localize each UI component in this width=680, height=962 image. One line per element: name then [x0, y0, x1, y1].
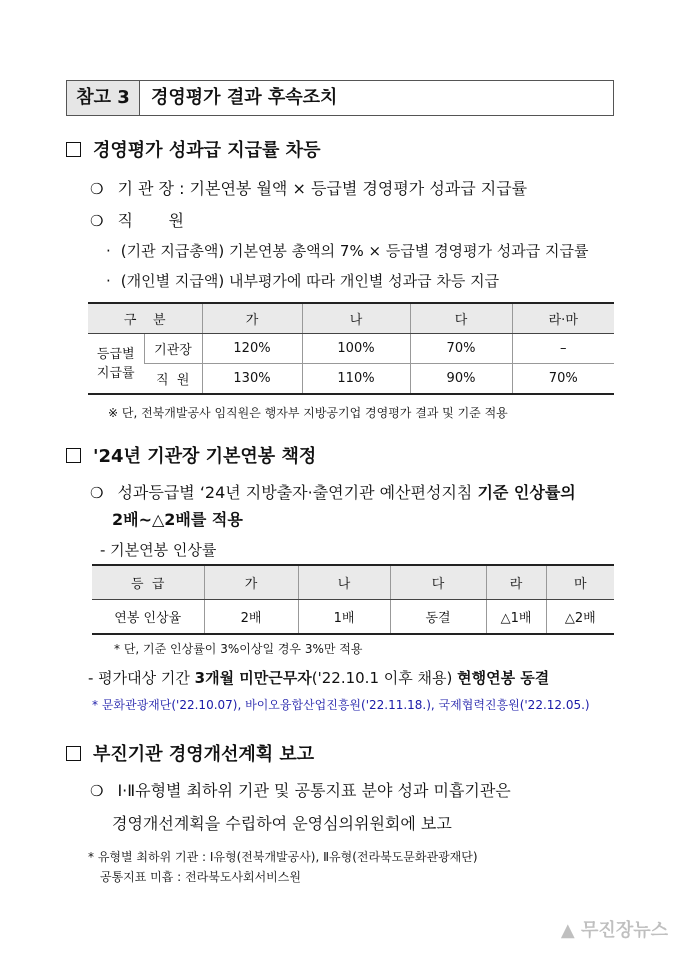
section3-note2: 공통지표 미흡 : 전라북도사회서비스원 [100, 870, 301, 884]
table-cell: 90% [410, 364, 512, 395]
table-header-cell: 등 급 [92, 565, 204, 600]
table-cell: 100% [302, 334, 410, 364]
dot-bullet-icon: · [106, 242, 111, 260]
section1-bullet2 [90, 208, 184, 231]
checkbox-square-icon [66, 142, 81, 157]
table-cell: △2배 [546, 600, 614, 635]
table-header-cell: 나 [302, 303, 410, 334]
table-header-cell: 나 [298, 565, 390, 600]
frozen-line-c: ('22.10.1 이후 채용) [311, 669, 458, 687]
mountain-logo-icon: ▲ [560, 920, 575, 941]
checkbox-square-icon [66, 448, 81, 463]
table-cell: 130% [202, 364, 302, 395]
table-cell: 70% [410, 334, 512, 364]
table-header-cell: 다 [390, 565, 486, 600]
frozen-line-a: - 평가대상 기간 [88, 669, 195, 687]
table-header-cell: 라·마 [512, 303, 614, 334]
table-header-row [88, 303, 614, 334]
section3-title: 부진기관 경영개선계획 보고 [93, 744, 315, 765]
section2-bullet1-bold: 기준 인상률의 [477, 483, 576, 502]
section2-heading [66, 442, 316, 468]
section2-blue-note: * 문화관광재단('22.10.07), 바이오융합산업진흥원('22.11.18.), 국제협력진흥원('22.12.05.) [92, 698, 590, 712]
circle-bullet-icon: ❍ [90, 212, 104, 230]
table-cell: 1배 [298, 600, 390, 635]
section1-detail2-text: (개인별 지급액) 내부평가에 따라 개인별 성과급 차등 지급 [120, 272, 500, 290]
table-row-label: 연봉 인상율 [114, 611, 182, 626]
circle-bullet-icon: ❍ [90, 484, 104, 502]
table-header-cell: 마 [546, 565, 614, 600]
reference-tag: 참고 3 [67, 81, 140, 115]
table-row-label: 기관장 [144, 334, 202, 364]
table-header-cell: 가 [202, 303, 302, 334]
table-cell: 120% [202, 334, 302, 364]
table-header-cell: 가 [204, 565, 298, 600]
frozen-line-d: 현행연봉 동결 [457, 669, 550, 687]
table-header-row [92, 565, 614, 600]
section2-frozen-line [88, 667, 549, 688]
watermark-text: 무진장뉴스 [581, 920, 668, 941]
salary-increase-table [92, 564, 614, 635]
table-row-label: 직 원 [144, 364, 202, 395]
section3-bullet1-cont: 경영개선계획을 수립하여 운영심의위원회에 보고 [112, 814, 452, 833]
table-row [88, 334, 614, 364]
section3-heading [66, 740, 314, 766]
section3-note1: * 유형별 최하위 기관 : Ⅰ유형(전북개발공사), Ⅱ유형(전라북도문화관광재단) [88, 850, 478, 864]
table-header-cell: 라 [486, 565, 546, 600]
section2-title: '24년 기관장 기본연봉 책정 [93, 446, 317, 467]
section1-detail2 [106, 270, 499, 291]
table-header-cell: 다 [410, 303, 512, 334]
table-cell: 동결 [390, 600, 486, 635]
frozen-line-b: 3개월 미만근무자 [194, 669, 312, 687]
table-header-cell: 구 분 [88, 303, 202, 334]
table-cell: – [512, 334, 614, 364]
section2-subtitle: - 기본연봉 인상률 [100, 541, 217, 559]
section2-bullet1-cont: 2배~△2배를 적용 [112, 510, 243, 529]
watermark [561, 916, 668, 942]
performance-bonus-table [88, 302, 614, 395]
section1-bullet1-text: 기 관 장 : 기본연봉 월액 × 등급별 경영평가 성과급 지급률 [117, 179, 528, 198]
section1-title: 경영평가 성과급 지급률 차등 [93, 140, 321, 161]
circle-bullet-icon: ❍ [90, 782, 104, 800]
section1-bullet1 [90, 176, 527, 199]
section1-bullet2-text: 직 원 [117, 211, 184, 230]
checkbox-square-icon [66, 746, 81, 761]
table-group-cell: 등급별 지급률 [96, 346, 135, 381]
section2-bullet1-text: 성과등급별 ‘24년 지방출자·출연기관 예산편성지침 [117, 483, 478, 502]
section1-heading [66, 136, 320, 162]
page-title: 경영평가 결과 후속조치 [151, 87, 338, 108]
reference-box [66, 80, 614, 116]
table-row [88, 364, 614, 395]
table-cell: 110% [302, 364, 410, 395]
section3-bullet1-text: Ⅰ·Ⅱ유형별 최하위 기관 및 공통지표 분야 성과 미흡기관은 [117, 781, 511, 800]
section3-bullet1 [90, 778, 511, 801]
circle-bullet-icon: ❍ [90, 180, 104, 198]
dot-bullet-icon: · [106, 272, 111, 290]
table-cell: 70% [512, 364, 614, 395]
table-cell: 2배 [204, 600, 298, 635]
section2-bullet1 [90, 480, 576, 503]
section2-note: * 단, 기준 인상률이 3%이상일 경우 3%만 적용 [114, 642, 363, 656]
table-cell: △1배 [486, 600, 546, 635]
section1-detail1-text: (기관 지급총액) 기본연봉 총액의 7% × 등급별 경영평가 성과급 지급률 [120, 242, 589, 260]
table-row [92, 600, 614, 635]
section1-detail1 [106, 240, 589, 261]
section1-note: ※ 단, 전북개발공사 임직원은 행자부 지방공기업 경영평가 결과 및 기준 적용 [108, 406, 508, 420]
